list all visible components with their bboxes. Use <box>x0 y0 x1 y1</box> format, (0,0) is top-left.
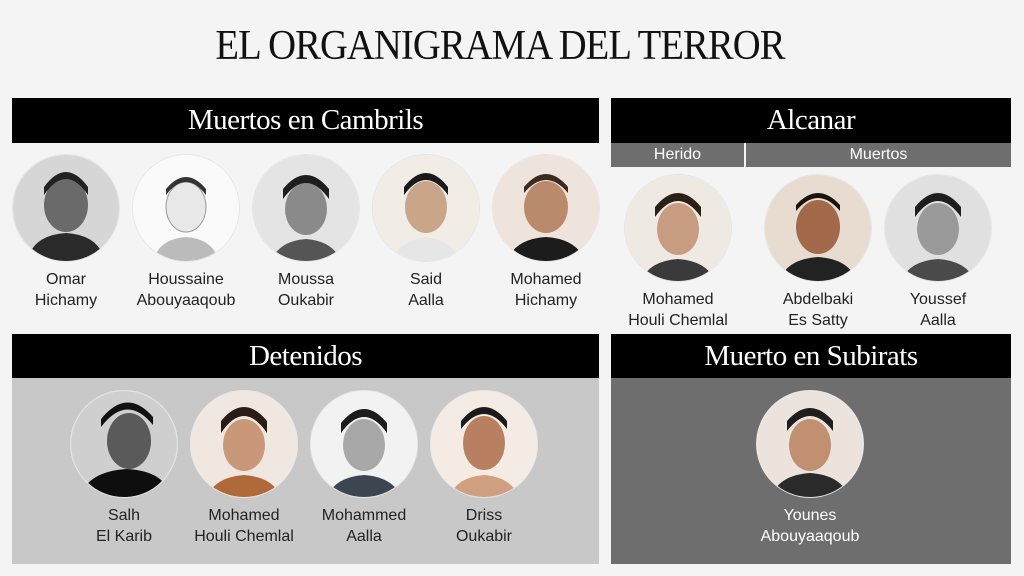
portrait-photo <box>757 391 863 497</box>
person-card <box>486 155 606 311</box>
person-card <box>878 175 998 331</box>
person-first-name: Salh <box>107 507 141 524</box>
portrait-photo <box>311 391 417 497</box>
portrait-photo <box>191 391 297 497</box>
alcanar-header: Alcanar <box>611 98 1011 143</box>
person-last-name: Aalla <box>920 312 956 329</box>
person-first-name: Said <box>409 271 443 288</box>
portrait-photo <box>765 175 871 281</box>
person-first-name: Younes <box>783 507 837 524</box>
subirats-header: Muerto en Subirats <box>611 334 1011 378</box>
person-last-name: Houli Chemlal <box>194 528 294 545</box>
person-first-name: Abdelbaki <box>782 291 854 308</box>
portrait-photo <box>373 155 479 261</box>
person-last-name: Aalla <box>346 528 382 545</box>
portrait-photo <box>253 155 359 261</box>
portrait-photo <box>625 175 731 281</box>
person-last-name: Abouyaaqoub <box>760 528 860 545</box>
portrait-photo <box>13 155 119 261</box>
person-last-name: Abouyaaqoub <box>136 292 236 309</box>
person-last-name: Oukabir <box>455 528 513 545</box>
person-last-name: El Karib <box>95 528 153 545</box>
person-first-name: Mohamed <box>510 271 582 288</box>
person-last-name: Hichamy <box>514 292 578 309</box>
person-last-name: Es Satty <box>788 312 848 329</box>
person-last-name: Aalla <box>408 292 444 309</box>
person-first-name: Moussa <box>277 271 335 288</box>
portrait-photo <box>493 155 599 261</box>
person-card <box>424 391 544 547</box>
person-last-name: Oukabir <box>277 292 335 309</box>
detenidos-header: Detenidos <box>12 334 599 378</box>
person-last-name: Hichamy <box>34 292 98 309</box>
person-first-name: Mohamed <box>208 507 280 524</box>
cambrils-header: Muertos en Cambrils <box>12 98 599 143</box>
person-last-name: Houli Chemlal <box>628 312 728 329</box>
person-card <box>618 175 738 331</box>
portrait-photo <box>431 391 537 497</box>
alcanar-injured-subheader: Herido <box>611 143 744 167</box>
person-first-name: Youssef <box>909 291 967 308</box>
page-title: EL ORGANIGRAMA DEL TERROR <box>215 23 785 69</box>
portrait-photo <box>885 175 991 281</box>
person-first-name: Houssaine <box>148 271 224 288</box>
portrait-photo <box>133 155 239 261</box>
person-first-name: Omar <box>46 271 86 288</box>
person-first-name: Driss <box>465 507 503 524</box>
portrait-photo <box>71 391 177 497</box>
alcanar-dead-subheader: Muertos <box>746 143 1011 167</box>
person-first-name: Mohammed <box>321 507 407 524</box>
person-card <box>750 391 870 547</box>
person-first-name: Mohamed <box>642 291 714 308</box>
